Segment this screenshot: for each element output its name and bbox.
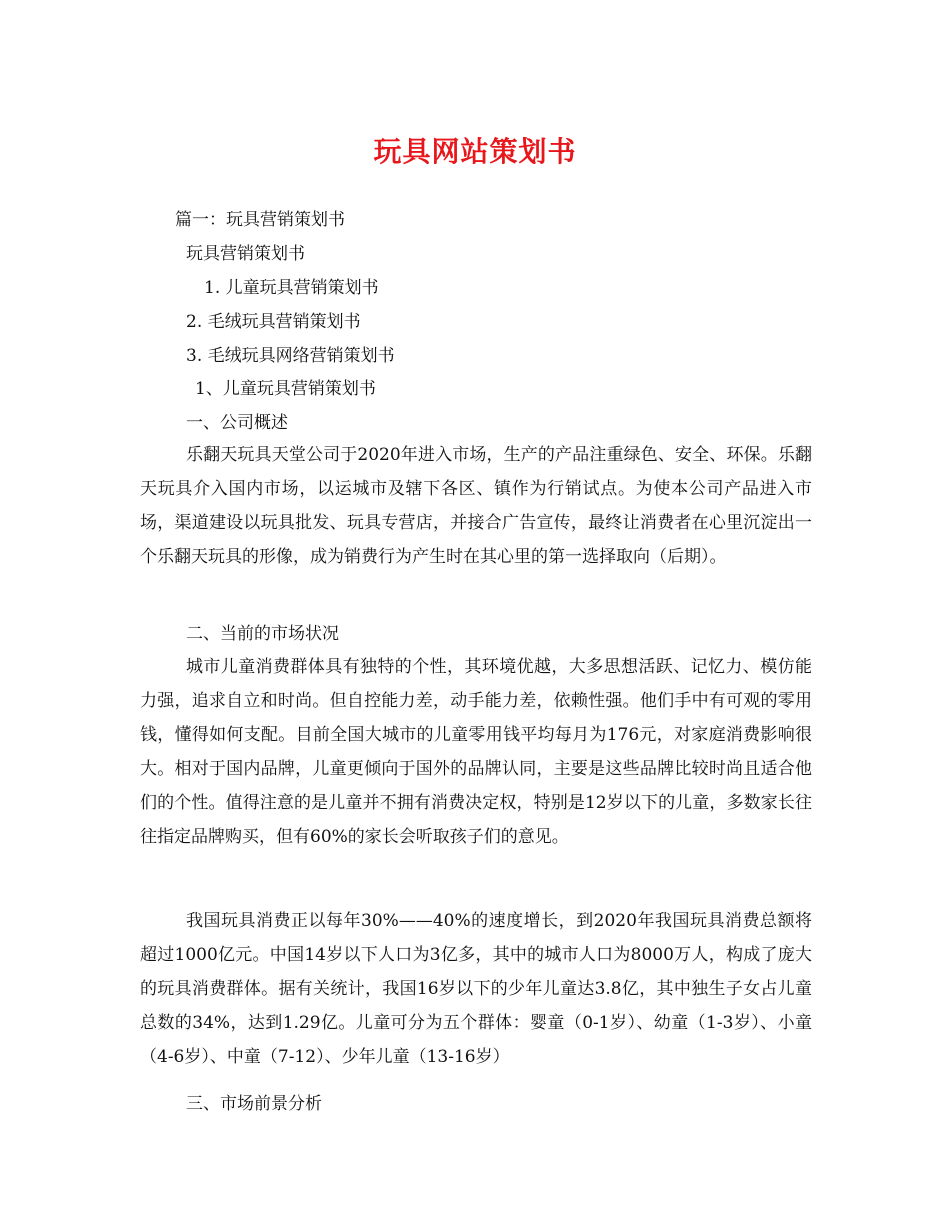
toc-item-2: 2. 毛绒玩具营销策划书 <box>186 312 361 332</box>
toc-part-heading: 篇一：玩具营销策划书 <box>175 210 345 230</box>
toc-subtitle: 玩具营销策划书 <box>186 244 305 264</box>
section-heading-2: 二、当前的市场状况 <box>186 624 339 644</box>
section-heading-1: 一、公司概述 <box>186 413 288 433</box>
paragraph-consumption-growth: 我国玩具消费正以每年30%——40%的速度增长，到2020年我国玩具消费总额将超过1000亿元。中国14岁以下人口为3亿多，其中的城市人口为8000万人，构成了庞大的玩具消费群体。据有关统计，我国16岁以下的少年儿童达3.8亿，其中独生子女占儿童总数的34%，达到1.29亿。儿童可分为五个群体：婴童（0-1岁）、幼童（1-3岁）、小童（4-6岁）、中童（7-12）、少年儿童（13-16岁） <box>140 911 812 1067</box>
section-heading-main: 1、儿童玩具营销策划书 <box>195 379 376 399</box>
paragraph-market-status: 城市儿童消费群体具有独特的个性，其环境优越，大多思想活跃、记忆力、模仿能力强，追求自立和时尚。但自控能力差，动手能力差，依赖性强。他们手中有可观的零用钱，懂得如何支配。目前全国大城市的儿童零用钱平均每月为176元，对家庭消费影响很大。相对于国内品牌，儿童更倾向于国外的品牌认同，主要是这些品牌比较时尚且适合他们的个性。值得注意的是儿童并不拥有消费决定权，特别是12岁以下的儿童，多数家长往往指定品牌购买，但有60%的家长会听取孩子们的意见。 <box>140 657 812 847</box>
paragraph-company-overview: 乐翻天玩具天堂公司于2020年进入市场，生产的产品注重绿色、安全、环保。乐翻天玩具介入国内市场，以运城市及辖下各区、镇作为行销试点。为使本公司产品进入市场，渠道建设以玩具批发、玩具专营店，并接合广告宣传，最终让消费者在心里沉淀出一个乐翻天玩具的形像，成为销费行为产生时在其心里的第一选择取向（后期）。 <box>140 445 812 567</box>
document-title: 玩具网站策划书 <box>373 135 577 168</box>
toc-item-3: 3. 毛绒玩具网络营销策划书 <box>186 346 395 366</box>
section-heading-3: 三、市场前景分析 <box>186 1094 322 1114</box>
toc-item-1: 1. 儿童玩具营销策划书 <box>204 278 379 298</box>
